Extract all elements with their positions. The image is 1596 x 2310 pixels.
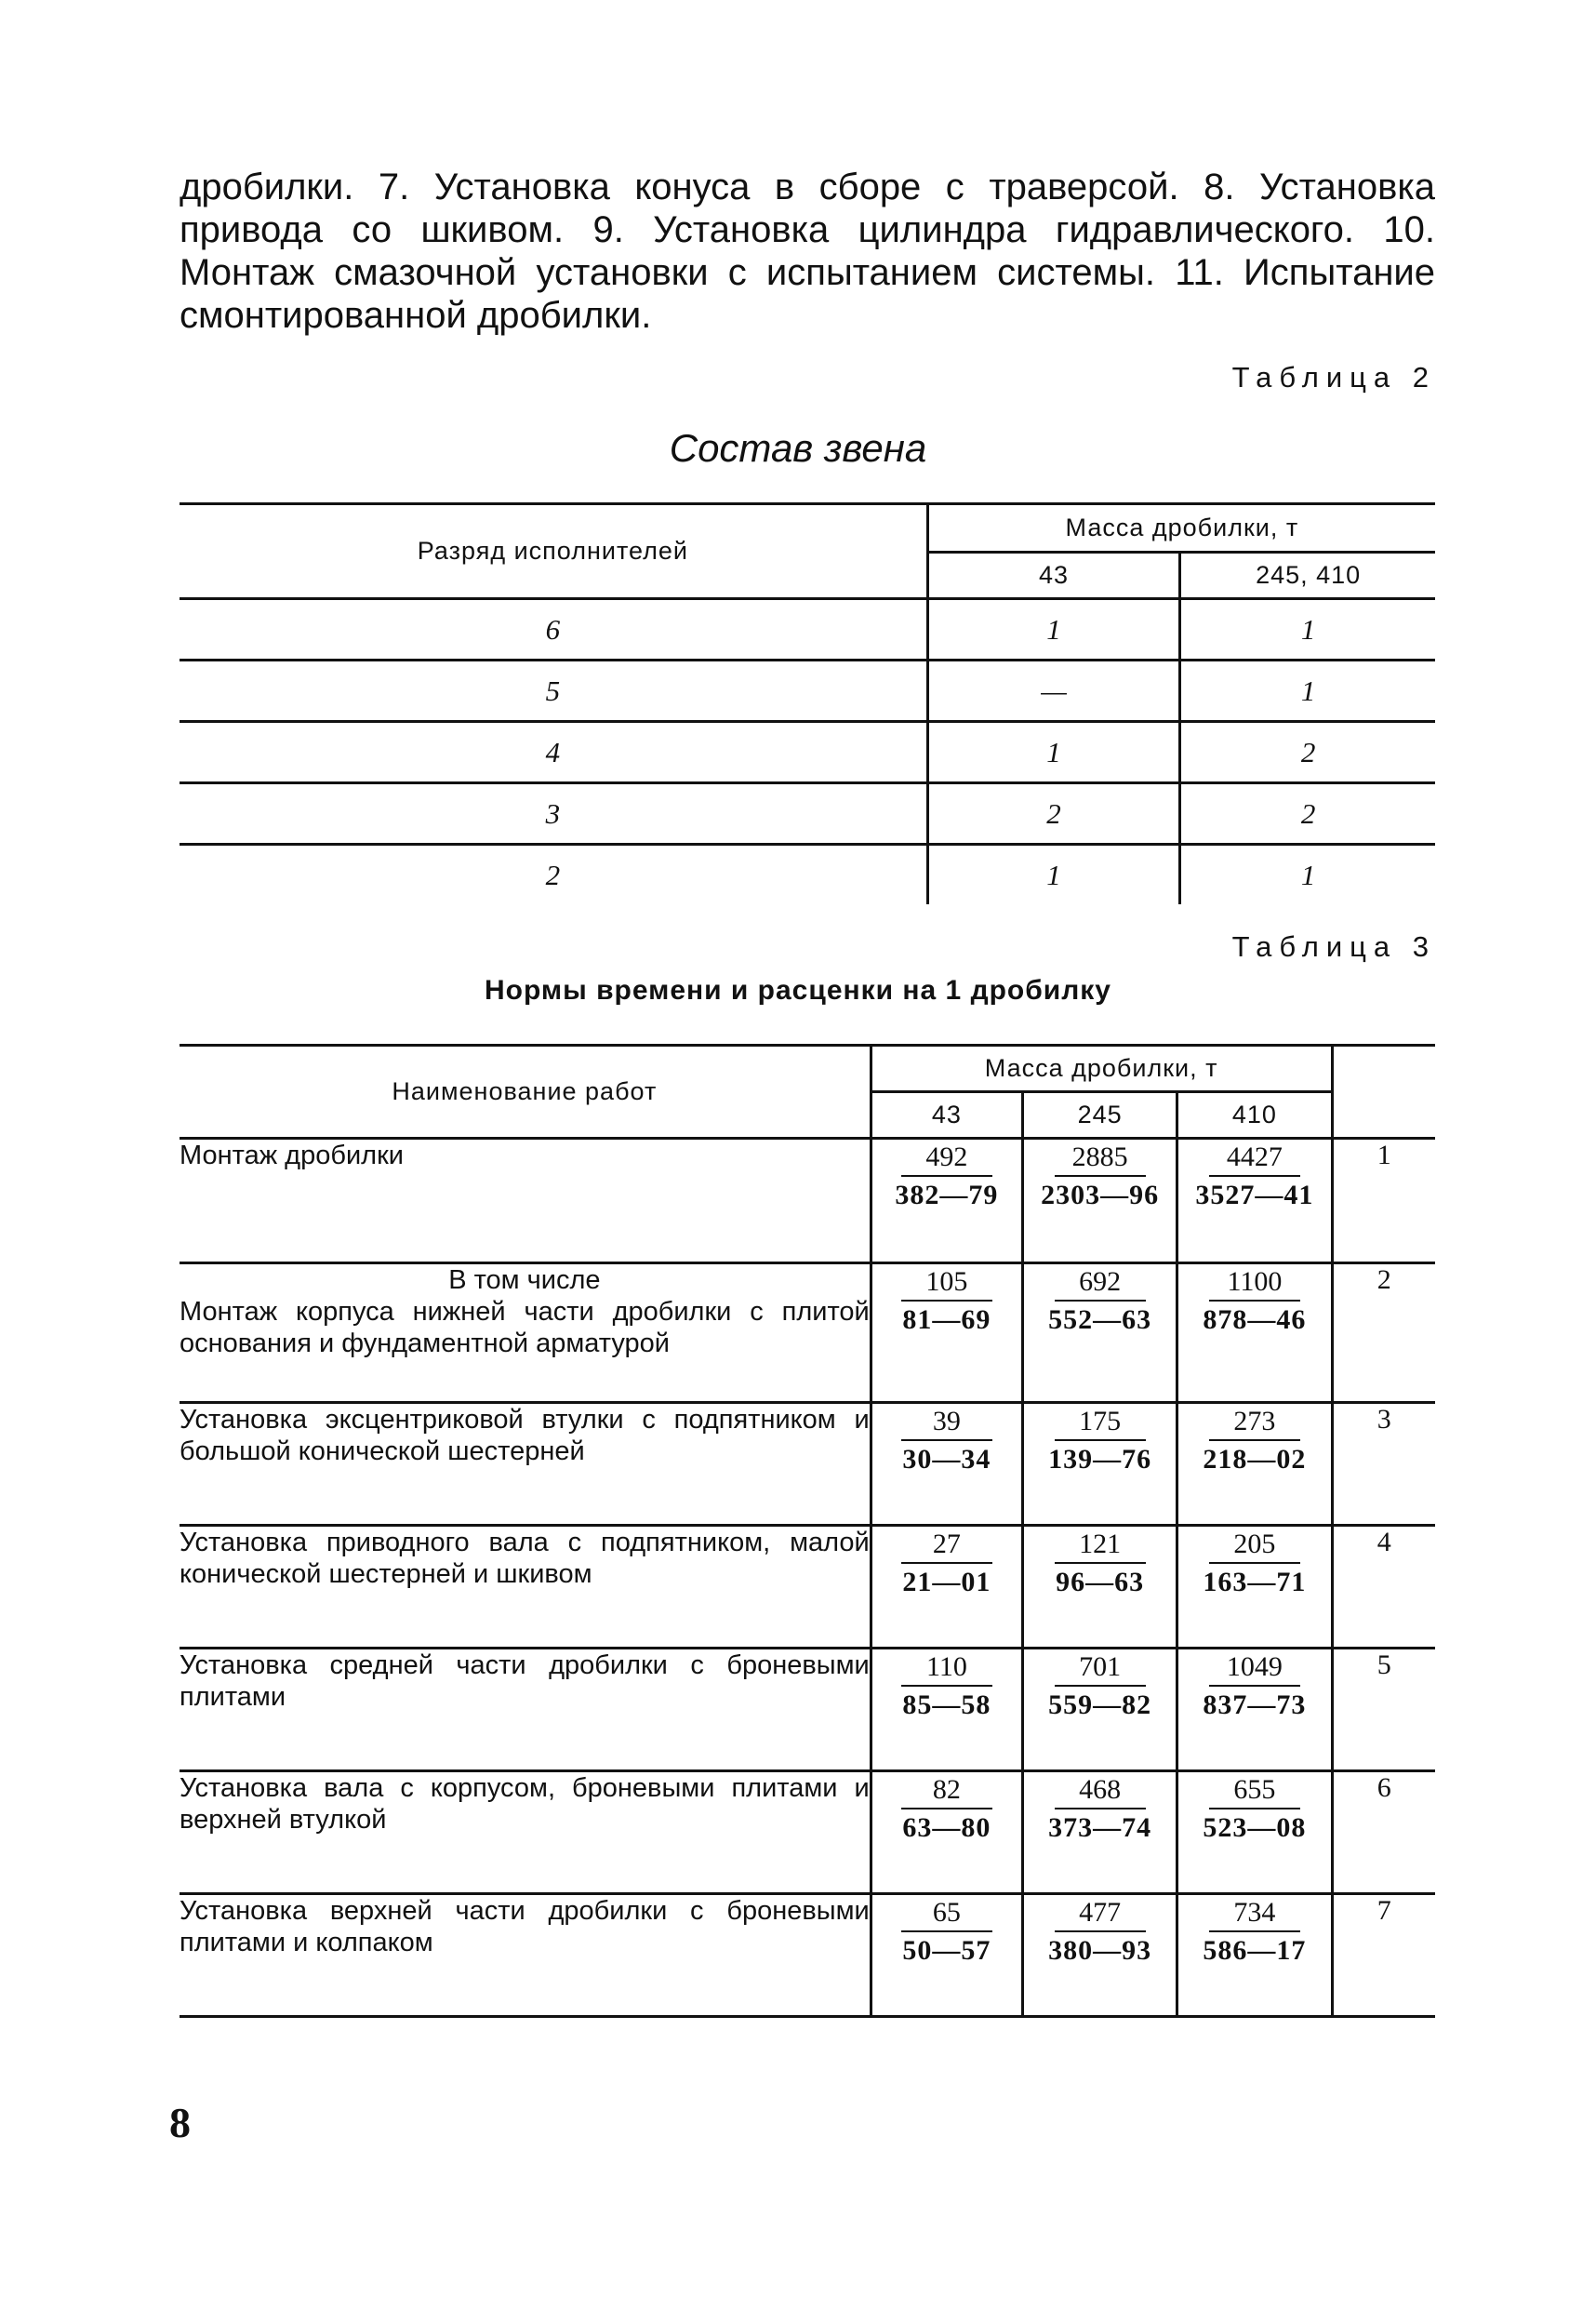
table3-value-cell [1177,1526,1332,1649]
table3-norms [180,1044,1435,2018]
page-number: 8 [169,2099,191,2146]
table3-value-cell [1023,1894,1177,2017]
table3-row-index: 3 [1332,1403,1435,1526]
price-rate: 218—02 [1203,1444,1307,1475]
price-rate: 586—17 [1203,1935,1307,1966]
table3-value-cell [871,1649,1022,1771]
time-norm: 205 [1209,1527,1300,1564]
table3-row-index: 2 [1332,1263,1435,1403]
table3-row-index: 4 [1332,1526,1435,1649]
table2-count-cell: 2 [1180,783,1435,845]
table3-header-mass: Масса дробилки, т [871,1046,1332,1092]
table3-header-name: Наименование работ [180,1046,871,1139]
table3-value-cell [1177,1403,1332,1526]
table3-value-cell [871,1139,1022,1263]
table3-value-cell [1177,1771,1332,1894]
table3-value-cell [1177,1649,1332,1771]
table-row [180,1649,1435,1771]
table3-value-cell [871,1526,1022,1649]
table3-value-cell [871,1403,1022,1526]
table2-label: Таблица 2 [1231,361,1436,394]
time-norm: 175 [1055,1404,1146,1441]
table3-header-mass-col: 245 [1023,1092,1177,1139]
price-rate: 373—74 [1048,1812,1152,1843]
price-rate: 85—58 [902,1689,991,1720]
time-norm: 655 [1209,1772,1300,1809]
table3-row-index: 7 [1332,1894,1435,2017]
table2-title: Состав звена [669,426,927,470]
table2-count-cell: 1 [927,599,1179,661]
price-rate: 837—73 [1203,1689,1307,1720]
price-rate: 30—34 [902,1444,991,1475]
table2-rank-cell: 3 [180,783,927,845]
table2-count-cell: 2 [927,783,1179,845]
table2-count-cell: 1 [1180,599,1435,661]
table2-count-cell: 2 [1180,722,1435,783]
table3-value-cell [871,1894,1022,2017]
table3-work-prefix: В том числе [448,1265,601,1295]
table2-header-mass-col: 43 [927,553,1179,599]
time-norm: 1100 [1209,1264,1300,1302]
table-row [180,1139,1435,1263]
table-row [180,845,1435,905]
price-rate: 96—63 [1056,1567,1145,1597]
table3-value-cell [1177,1894,1332,2017]
table3-work-name-cell [180,1649,871,1771]
table-row [180,661,1435,722]
time-norm: 110 [901,1649,992,1687]
table2-count-cell: 1 [1180,661,1435,722]
time-norm: 65 [901,1895,992,1932]
table2-rank-cell: 4 [180,722,927,783]
table3-row-index: 6 [1332,1771,1435,1894]
table3-row-index: 1 [1332,1139,1435,1263]
price-rate: 163—71 [1203,1567,1307,1597]
table3-work-name: Установка средней части дробилки с броневыми плитами [180,1650,870,1712]
table-row [180,1263,1435,1403]
time-norm: 692 [1055,1264,1146,1302]
table2-rank-cell: 2 [180,845,927,905]
table2-count-cell: 1 [1180,845,1435,905]
price-rate: 552—63 [1048,1304,1152,1335]
table2-composition [180,502,1435,904]
table3-work-name-cell [180,1263,871,1403]
table-row [180,1403,1435,1526]
time-norm: 1049 [1209,1649,1300,1687]
time-norm: 477 [1055,1895,1146,1932]
price-rate: 559—82 [1048,1689,1152,1720]
table-row [180,783,1435,845]
time-norm: 468 [1055,1772,1146,1809]
time-norm: 105 [901,1264,992,1302]
time-norm: 27 [901,1527,992,1564]
table3-label: Таблица 3 [1231,930,1436,963]
table3-value-cell [1023,1526,1177,1649]
table3-work-name: Монтаж дробилки [180,1141,404,1170]
table3-header-mass-col: 43 [871,1092,1022,1139]
table-row [180,722,1435,783]
table3-body [180,1139,1435,2017]
table3-value-cell [871,1263,1022,1403]
table2-count-cell: 1 [927,845,1179,905]
table3-work-name: Установка вала с корпусом, броневыми плитами и верхней втулкой [180,1773,870,1835]
table2-header-mass: Масса дробилки, т [927,504,1435,553]
table3-work-name-cell [180,1139,871,1263]
table2-count-cell: — [927,661,1179,722]
price-rate: 523—08 [1203,1812,1307,1843]
price-rate: 3527—41 [1195,1180,1314,1210]
table2-rank-cell: 6 [180,599,927,661]
time-norm: 492 [901,1140,992,1177]
table-row [180,1771,1435,1894]
table3-work-name: Установка верхней части дробилки с броневыми плитами и колпаком [180,1896,870,1957]
table3-work-name: Установка эксцентриковой втулки с подпятником и большой конической шестерней [180,1405,870,1466]
intro-paragraph: дробилки. 7. Установка конуса в сборе с траверсой. 8. Установка привода со шкивом. 9. Установка цилиндра гидравлического. 10. Монтаж смазочной установки с испытанием системы. 11. Испытание смонтированной дробилки. [180,167,1435,336]
table3-work-name: Установка приводного вала с подпятником, малой конической шестерней и шкивом [180,1528,870,1589]
price-rate: 382—79 [895,1180,999,1210]
table3-work-name-cell [180,1894,871,2017]
time-norm: 734 [1209,1895,1300,1932]
price-rate: 380—93 [1048,1935,1152,1966]
table-row [180,599,1435,661]
time-norm: 82 [901,1772,992,1809]
time-norm: 273 [1209,1404,1300,1441]
table2-body [180,599,1435,905]
price-rate: 63—80 [902,1812,991,1843]
time-norm: 2885 [1055,1140,1146,1177]
table3-header-mass-col: 410 [1177,1092,1332,1139]
table-row [180,1526,1435,1649]
table3-value-cell [1023,1139,1177,1263]
table3-value-cell [1023,1263,1177,1403]
table3-value-cell [1023,1403,1177,1526]
time-norm: 39 [901,1404,992,1441]
table2-header-rank: Разряд исполнителей [180,504,927,599]
table3-value-cell [1177,1139,1332,1263]
price-rate: 21—01 [902,1567,991,1597]
table2-count-cell: 1 [927,722,1179,783]
time-norm: 701 [1055,1649,1146,1687]
table3-value-cell [1023,1649,1177,1771]
table3-title: Нормы времени и расценки на 1 дробилку [485,975,1111,1006]
time-norm: 4427 [1209,1140,1300,1177]
table2-header-mass-col: 245, 410 [1180,553,1435,599]
price-rate: 139—76 [1048,1444,1152,1475]
table3-header-index [1332,1046,1435,1139]
price-rate: 50—57 [902,1935,991,1966]
table3-work-name-cell [180,1403,871,1526]
time-norm: 121 [1055,1527,1146,1564]
price-rate: 878—46 [1203,1304,1307,1335]
table2-rank-cell: 5 [180,661,927,722]
table-row [180,1894,1435,2017]
table3-value-cell [1023,1771,1177,1894]
table3-value-cell [871,1771,1022,1894]
price-rate: 81—69 [902,1304,991,1335]
table3-work-name: Монтаж корпуса нижней части дробилки с плитой основания и фундаментной арматурой [180,1297,870,1358]
table3-row-index: 5 [1332,1649,1435,1771]
table3-work-name-cell [180,1526,871,1649]
table3-value-cell [1177,1263,1332,1403]
price-rate: 2303—96 [1041,1180,1160,1210]
table3-work-name-cell [180,1771,871,1894]
